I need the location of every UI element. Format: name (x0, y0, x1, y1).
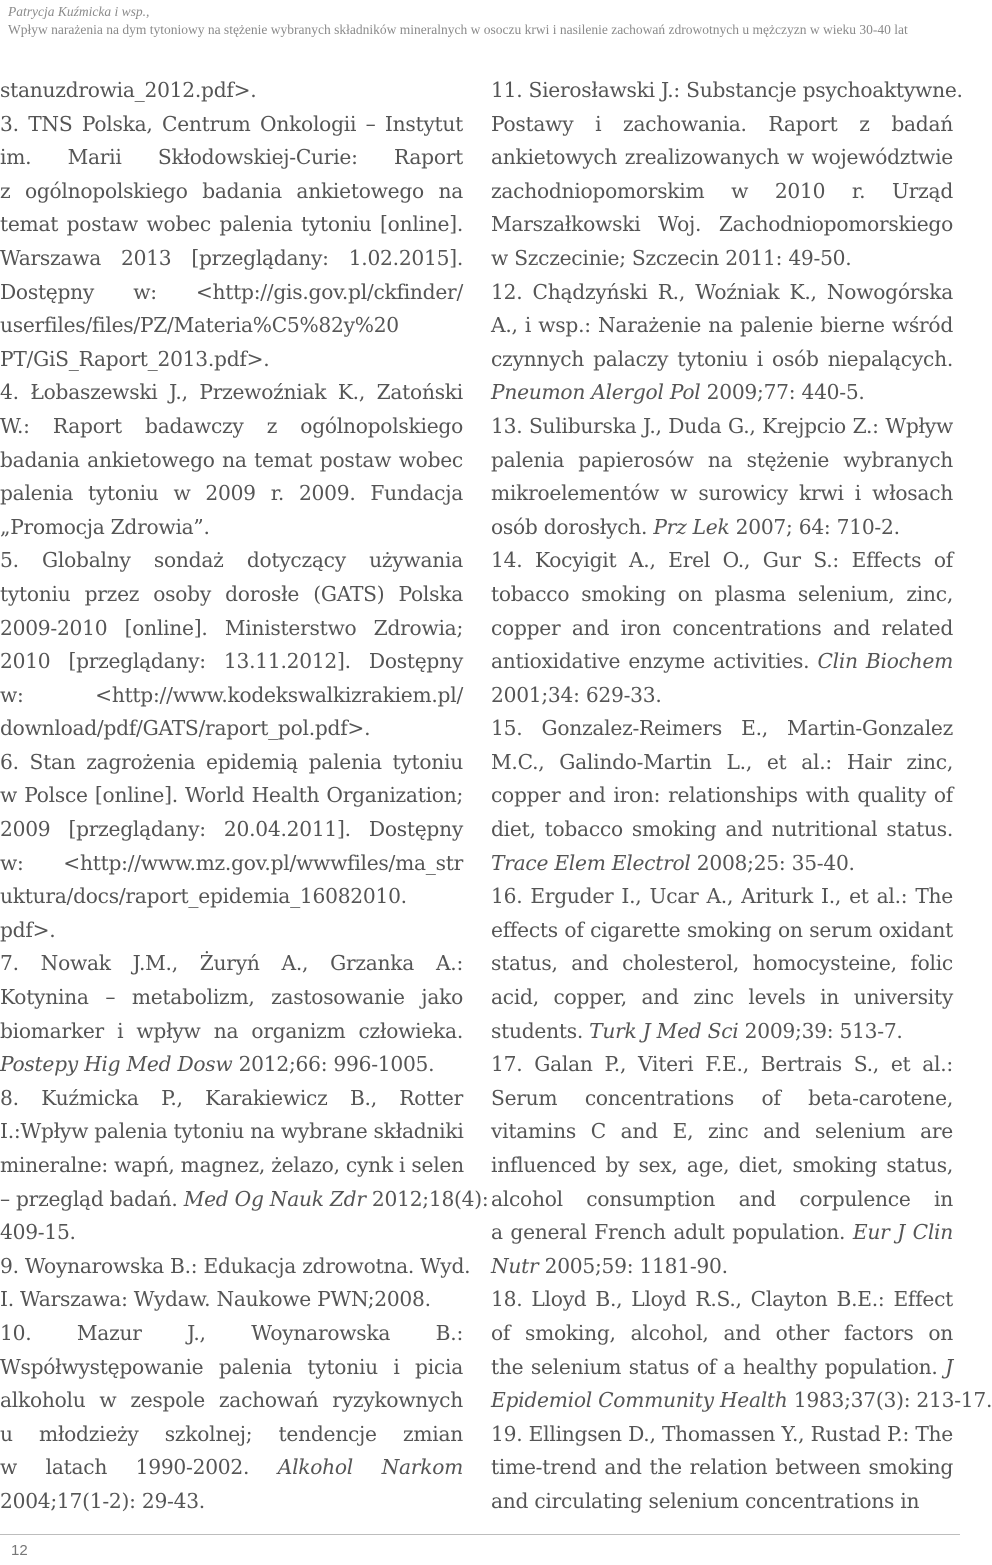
reference-line: w latach 1990-2002. Alkohol Narkom (0, 1455, 463, 1480)
reference-line: copper and iron: relationships with quality of (491, 783, 953, 808)
references-left-column (0, 74, 489, 1519)
reference-line: download/pdf/GATS/raport_pol.pdf>. (0, 716, 371, 741)
reference-line: temat postaw wobec palenia tytoniu [online]. (0, 212, 463, 237)
reference-line: 19. Ellingsen D., Thomassen Y., Rustad P.: The (491, 1421, 953, 1446)
reference-line: alcohol consumption and corpulence in (491, 1186, 953, 1211)
reference-line: copper and iron concentrations and related (491, 615, 953, 640)
reference-line: 409-15. (0, 1220, 76, 1245)
reference-line: ankietowych zrealizowanych w województwie (491, 145, 953, 170)
reference-line: 2001;34: 629-33. (491, 682, 662, 707)
reference-line: M.C., Galindo-Martin L., et al.: Hair zinc, (491, 749, 953, 774)
reference-line: 4. Łobaszewski J., Przewoźniak K., Zatoński (0, 380, 463, 405)
reference-line: tobacco smoking on plasma selenium, zinc, (491, 581, 953, 606)
reference-line: biomarker i wpływ na organizm człowieka. (0, 1018, 463, 1043)
reference-item (491, 880, 953, 1048)
reference-line: badania ankietowego na temat postaw wobec (0, 447, 463, 472)
reference-line: acid, copper, and zinc levels in university (491, 985, 953, 1010)
reference-line: alkoholu w zespole zachowań ryzykownych (0, 1388, 463, 1413)
reference-line: mikroelementów w surowicy krwi i włosach (491, 481, 953, 506)
reference-line: mineralne: wapń, magnez, żelazo, cynk i selen (0, 1153, 464, 1177)
reference-line: 3. TNS Polska, Centrum Onkologii – Instytut (0, 111, 463, 136)
reference-line: pdf>. (0, 917, 56, 942)
reference-line: palenia tytoniu w 2009 r. 2009. Fundacja (0, 481, 463, 506)
reference-line: 2009 [przeglądany: 20.04.2011]. Dostępny (0, 817, 463, 842)
reference-line: a general French adult population. Eur J Clin (491, 1220, 953, 1245)
reference-line: 2004;17(1-2): 29-43. (0, 1488, 205, 1513)
reference-line: tytoniu przez osoby dorosłe (GATS) Polska (0, 581, 463, 606)
reference-line: u młodzieży szkolnej; tendencje zmian (0, 1421, 463, 1446)
reference-item (0, 746, 463, 948)
reference-line: Współwystępowanie palenia tytoniu i picia (0, 1354, 463, 1379)
reference-line: 6. Stan zagrożenia epidemią palenia tytoniu (0, 749, 463, 774)
reference-line: userfiles/files/PZ/Materia%C5%82y%20 (0, 313, 399, 338)
reference-line: zachodniopomorskim w 2010 r. Urząd (491, 178, 953, 203)
reference-line: effects of cigarette smoking on serum oxidant (491, 917, 953, 942)
reference-item (0, 1082, 489, 1250)
reference-item (491, 544, 953, 712)
reference-line: 15. Gonzalez-Reimers E., Martin-Gonzalez (491, 716, 953, 741)
reference-line: Serum concentrations of beta-carotene, (491, 1085, 953, 1110)
reference-line: of smoking, alcohol, and other factors on (491, 1320, 953, 1345)
reference-line: 12. Chądzyński R., Woźniak K., Nowogórska (491, 279, 953, 304)
reference-item (491, 712, 953, 880)
reference-line: z ogólnopolskiego badania ankietowego na (0, 178, 463, 203)
reference-line: uktura/docs/raport_epidemia_16082010. (0, 884, 407, 909)
reference-item (0, 1250, 471, 1317)
reference-line: stanuzdrowia_2012.pdf>. (0, 78, 257, 102)
reference-line: w Polsce [online]. World Health Organization; (0, 783, 463, 808)
reference-line: w Szczecinie; Szczecin 2011: 49-50. (491, 245, 852, 270)
reference-line: vitamins C and E, zinc and selenium are (491, 1119, 953, 1144)
reference-line: 10. Mazur J., Woynarowska B.: (0, 1320, 463, 1345)
footer-divider (0, 1534, 960, 1535)
reference-item (0, 947, 463, 1081)
reference-line: w: <http://www.mz.gov.pl/wwwfiles/ma_str (0, 850, 463, 875)
reference-line: W.: Raport badawczy z ogólnopolskiego (0, 413, 463, 438)
reference-item (0, 74, 463, 108)
reference-item (491, 1283, 992, 1417)
reference-item (491, 1418, 953, 1519)
reference-line: time-trend and the relation between smoking (491, 1455, 953, 1480)
reference-line: status, and cholesterol, homocysteine, folic (491, 951, 953, 976)
references-right-column (491, 74, 992, 1519)
reference-line: the selenium status of a healthy population. J (491, 1354, 953, 1379)
reference-line: PT/GiS_Raport_2013.pdf>. (0, 346, 270, 371)
reference-line: 13. Suliburska J., Duda G., Krejpcio Z.: Wpływ (491, 413, 953, 438)
reference-line: Epidemiol Community Health 1983;37(3): 213-17. (491, 1388, 992, 1413)
reference-line: and circulating selenium concentrations in (491, 1488, 920, 1513)
reference-line: palenia papierosów na stężenie wybranych (491, 447, 953, 472)
reference-line: Marszałkowski Woj. Zachodniopomorskiego (491, 212, 953, 237)
reference-line: antioxidative enzyme activities. Clin Biochem (491, 649, 953, 674)
reference-line: diet, tobacco smoking and nutritional status. (491, 817, 953, 842)
reference-line: – przegląd badań. Med Og Nauk Zdr 2012;18(4): (0, 1186, 489, 1211)
reference-line: A., i wsp.: Narażenie na palenie bierne wśród (491, 313, 953, 338)
reference-line: Postawy i zachowania. Raport z badań (491, 111, 953, 136)
reference-line: 11. Sierosławski J.: Substancje psychoaktywne. (491, 78, 963, 102)
reference-line: w: <http://www.kodekswalkizrakiem.pl/ (0, 682, 463, 707)
reference-line: 14. Kocyigit A., Erel O., Gur S.: Effects of (491, 548, 953, 573)
reference-item (0, 544, 463, 746)
reference-line: I.:Wpływ palenia tytoniu na wybrane składniki (0, 1119, 464, 1144)
reference-line: 17. Galan P., Viteri F.E., Bertrais S., et al.: (491, 1052, 953, 1077)
reference-line: Trace Elem Electrol 2008;25: 35-40. (491, 850, 855, 875)
page-number: 12 (11, 1542, 28, 1559)
reference-line: 16. Erguder I., Ucar A., Ariturk I., et al.: The (491, 884, 953, 909)
reference-item (491, 410, 953, 544)
reference-line: Nutr 2005;59: 1181-90. (491, 1253, 728, 1278)
running-header-title: Wpływ narażenia na dym tytoniowy na stężenie wybranych składników mineralnych w osoczu krwi i nasilenie zachowań zdrowotnych u mężczyzn w wieku 30-40 lat (8, 22, 908, 37)
reference-item (0, 376, 463, 544)
reference-line: influenced by sex, age, diet, smoking status, (491, 1153, 953, 1177)
reference-item (0, 1317, 463, 1519)
running-header-authors: Patrycja Kuźmicka i wsp., (8, 4, 150, 19)
reference-line: czynnych palaczy tytoniu i osób niepalących. (491, 346, 953, 371)
reference-line: im. Marii Skłodowskiej-Curie: Raport (0, 145, 463, 170)
reference-line: I. Warszawa: Wydaw. Naukowe PWN;2008. (0, 1287, 431, 1312)
reference-line: osób dorosłych. Prz Lek 2007; 64: 710-2. (491, 514, 900, 539)
reference-line: 7. Nowak J.M., Żuryń A., Grzanka A.: (0, 951, 463, 976)
reference-line: 8. Kuźmicka P., Karakiewicz B., Rotter (0, 1085, 463, 1110)
reference-item (491, 276, 953, 410)
reference-line: Postepy Hig Med Dosw 2012;66: 996-1005. (0, 1052, 435, 1077)
reference-item (491, 74, 963, 276)
reference-line: Pneumon Alergol Pol 2009;77: 440-5. (491, 380, 865, 405)
reference-line: 2010 [przeglądany: 13.11.2012]. Dostępny (0, 649, 463, 674)
reference-item (491, 1048, 953, 1283)
reference-line: Kotynina – metabolizm, zastosowanie jako (0, 985, 463, 1010)
reference-line: 18. Lloyd B., Lloyd R.S., Clayton B.E.: Effect (491, 1287, 953, 1312)
reference-line: Warszawa 2013 [przeglądany: 1.02.2015]. (0, 245, 463, 270)
running-header (8, 0, 953, 39)
reference-item (0, 108, 463, 377)
reference-line: 2009-2010 [online]. Ministerstwo Zdrowia; (0, 615, 463, 640)
reference-line: students. Turk J Med Sci 2009;39: 513-7. (491, 1018, 903, 1043)
reference-line: 5. Globalny sondaż dotyczący używania (0, 548, 463, 573)
reference-line: „Promocja Zdrowia”. (0, 514, 210, 539)
reference-line: 9. Woynarowska B.: Edukacja zdrowotna. Wyd. (0, 1253, 471, 1278)
reference-line: Dostępny w: <http://gis.gov.pl/ckfinder/ (0, 279, 463, 304)
